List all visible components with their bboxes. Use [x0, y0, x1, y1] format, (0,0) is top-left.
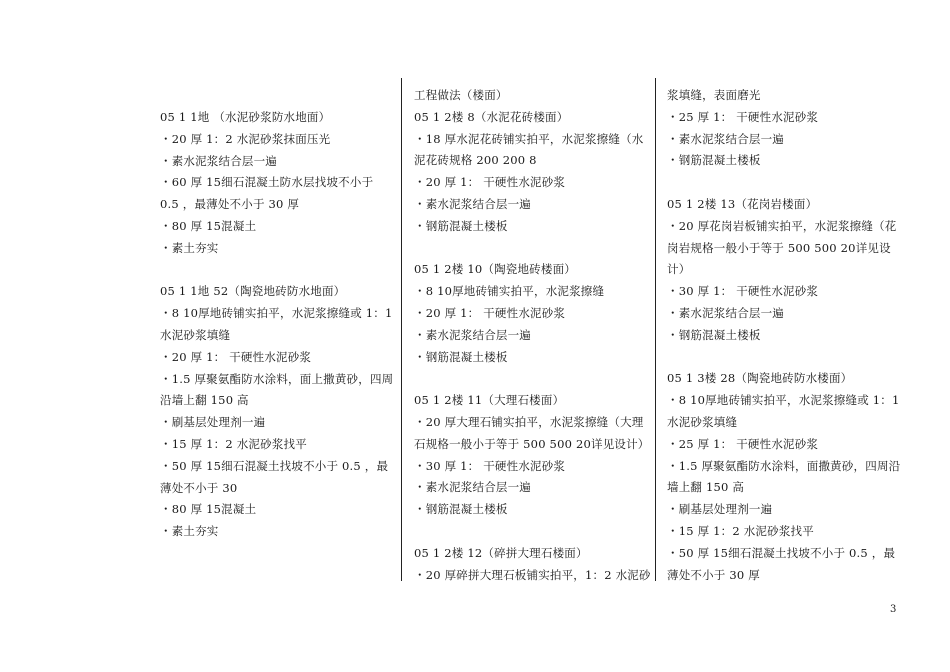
spec-heading: 05 1 2楼 10（陶瓷地砖楼面） — [414, 262, 576, 277]
spec-line: ・素水泥浆结合层一遍 — [414, 480, 531, 495]
spec-line: ・素水泥浆结合层一遍 — [667, 131, 784, 146]
spec-line: ・素水泥浆结合层一遍 — [414, 327, 531, 342]
spec-line: ・20 厚花岗岩板铺实拍平，水泥浆擦缝（花 — [667, 218, 897, 233]
spec-line: ・15 厚 1：2 水泥砂浆找平 — [667, 523, 814, 538]
spec-line: ・50 厚 15细石混凝土找坡不小于 0.5 ，最 — [667, 545, 896, 560]
column-divider — [655, 78, 656, 581]
spec-line: ・刷基层处理剂一遍 — [667, 502, 773, 517]
spec-line: 石规格一般小于等于 500 500 20详见设计） — [414, 436, 650, 451]
page-number: 3 — [890, 604, 897, 615]
spec-line: ・80 厚 15混凝土 — [160, 218, 257, 233]
spec-line: ・60 厚 15细石混凝土防水层找坡不小于 — [160, 175, 374, 190]
spec-line: 计） — [667, 262, 691, 277]
spec-line: 水泥砂浆填缝 — [160, 327, 231, 342]
spec-line: ・20 厚 1： 干硬性水泥砂浆 — [414, 305, 566, 320]
column-middle — [414, 85, 650, 586]
spec-line: ・20 厚 1： 干硬性水泥砂浆 — [160, 349, 312, 364]
spec-line: 岗岩规格一般小于等于 500 500 20详见设 — [667, 240, 891, 255]
spec-line: ・钢筋混凝土楼板 — [414, 218, 508, 233]
spec-line: ・1.5 厚聚氨酯防水涂料，面上撒黄砂，四周 — [160, 371, 394, 386]
spec-line: ・8 10厚地砖铺实拍平，水泥浆擦缝或 1：1 — [160, 306, 393, 321]
spec-line: ・钢筋混凝土楼板 — [414, 502, 508, 517]
column-left — [160, 107, 396, 543]
spec-line: ・8 10厚地砖铺实拍平，水泥浆擦缝 — [414, 284, 605, 299]
spec-line: ・25 厚 1： 干硬性水泥砂浆 — [667, 436, 819, 451]
spec-line: ・素土夯实 — [160, 524, 219, 539]
spec-line: ・钢筋混凝土楼板 — [667, 153, 761, 168]
spacer — [414, 238, 650, 260]
spec-heading: 05 1 1地 52（陶瓷地砖防水地面） — [160, 284, 346, 299]
spacer — [667, 347, 903, 369]
column-divider — [401, 78, 402, 581]
spec-line: 浆填缝，表面磨光 — [667, 88, 761, 102]
spec-line: 水泥砂浆填缝 — [667, 414, 738, 429]
spec-line: ・80 厚 15混凝土 — [160, 502, 257, 517]
spec-line: ・50 厚 15细石混凝土找坡不小于 0.5 ，最 — [160, 458, 389, 473]
spec-line: ・钢筋混凝土楼板 — [414, 349, 508, 364]
spacer — [667, 172, 903, 194]
spec-line: ・20 厚大理石铺实拍平，水泥浆擦缝（大理 — [414, 414, 644, 429]
spec-line: ・素水泥浆结合层一遍 — [667, 305, 784, 320]
spec-line: ・20 厚 1： 干硬性水泥砂浆 — [414, 175, 566, 190]
spec-line: ・30 厚 1： 干硬性水泥砂浆 — [667, 284, 819, 299]
spec-line: ・18 厚水泥花砖铺实拍平，水泥浆擦缝（水 — [414, 131, 644, 146]
spec-line: 工程做法（楼面） — [414, 88, 508, 102]
spec-heading: 05 1 2楼 12（碎拼大理石楼面） — [414, 545, 588, 560]
spacer — [414, 368, 650, 390]
spec-line: ・素水泥浆结合层一遍 — [160, 153, 277, 168]
spacer — [160, 260, 396, 282]
spec-heading: 05 1 3楼 28（陶瓷地砖防水楼面） — [667, 371, 853, 386]
spec-line: 沿墙上翻 150 高 — [160, 393, 249, 408]
spec-line: ・15 厚 1：2 水泥砂浆找平 — [160, 436, 307, 451]
spec-line: ・20 厚碎拼大理石板铺实拍平，1：2 水泥砂 — [414, 567, 651, 582]
spec-heading: 05 1 2楼 13（花岗岩楼面） — [667, 196, 818, 211]
spec-heading: 05 1 2楼 11（大理石楼面） — [414, 393, 565, 408]
spec-line: ・刷基层处理剂一遍 — [160, 415, 266, 430]
spec-line: ・1.5 厚聚氨酯防水涂料，面撒黄砂，四周沿 — [667, 458, 901, 473]
spec-line: ・素水泥浆结合层一遍 — [414, 196, 531, 211]
spec-line: ・8 10厚地砖铺实拍平，水泥浆擦缝或 1：1 — [667, 393, 900, 408]
spec-line: ・素土夯实 — [160, 240, 219, 255]
column-right — [667, 85, 903, 586]
spacer — [414, 521, 650, 543]
spec-line: ・20 厚 1：2 水泥砂浆抹面压光 — [160, 131, 331, 146]
spec-line: ・25 厚 1： 干硬性水泥砂浆 — [667, 109, 819, 124]
spec-line: ・钢筋混凝土楼板 — [667, 327, 761, 342]
spec-line: 0.5 ，最薄处不小于 30 厚 — [160, 197, 300, 212]
spec-heading: 05 1 1地 （水泥砂浆防水地面） — [160, 110, 331, 124]
spec-line: 泥花砖规格 200 200 8 — [414, 153, 537, 168]
spec-line: 薄处不小于 30 — [160, 480, 238, 495]
spec-line: 墙上翻 150 高 — [667, 480, 745, 495]
spec-heading: 05 1 2楼 8（水泥花砖楼面） — [414, 109, 569, 124]
spec-line: ・30 厚 1： 干硬性水泥砂浆 — [414, 458, 566, 473]
spec-line: 薄处不小于 30 厚 — [667, 567, 760, 582]
